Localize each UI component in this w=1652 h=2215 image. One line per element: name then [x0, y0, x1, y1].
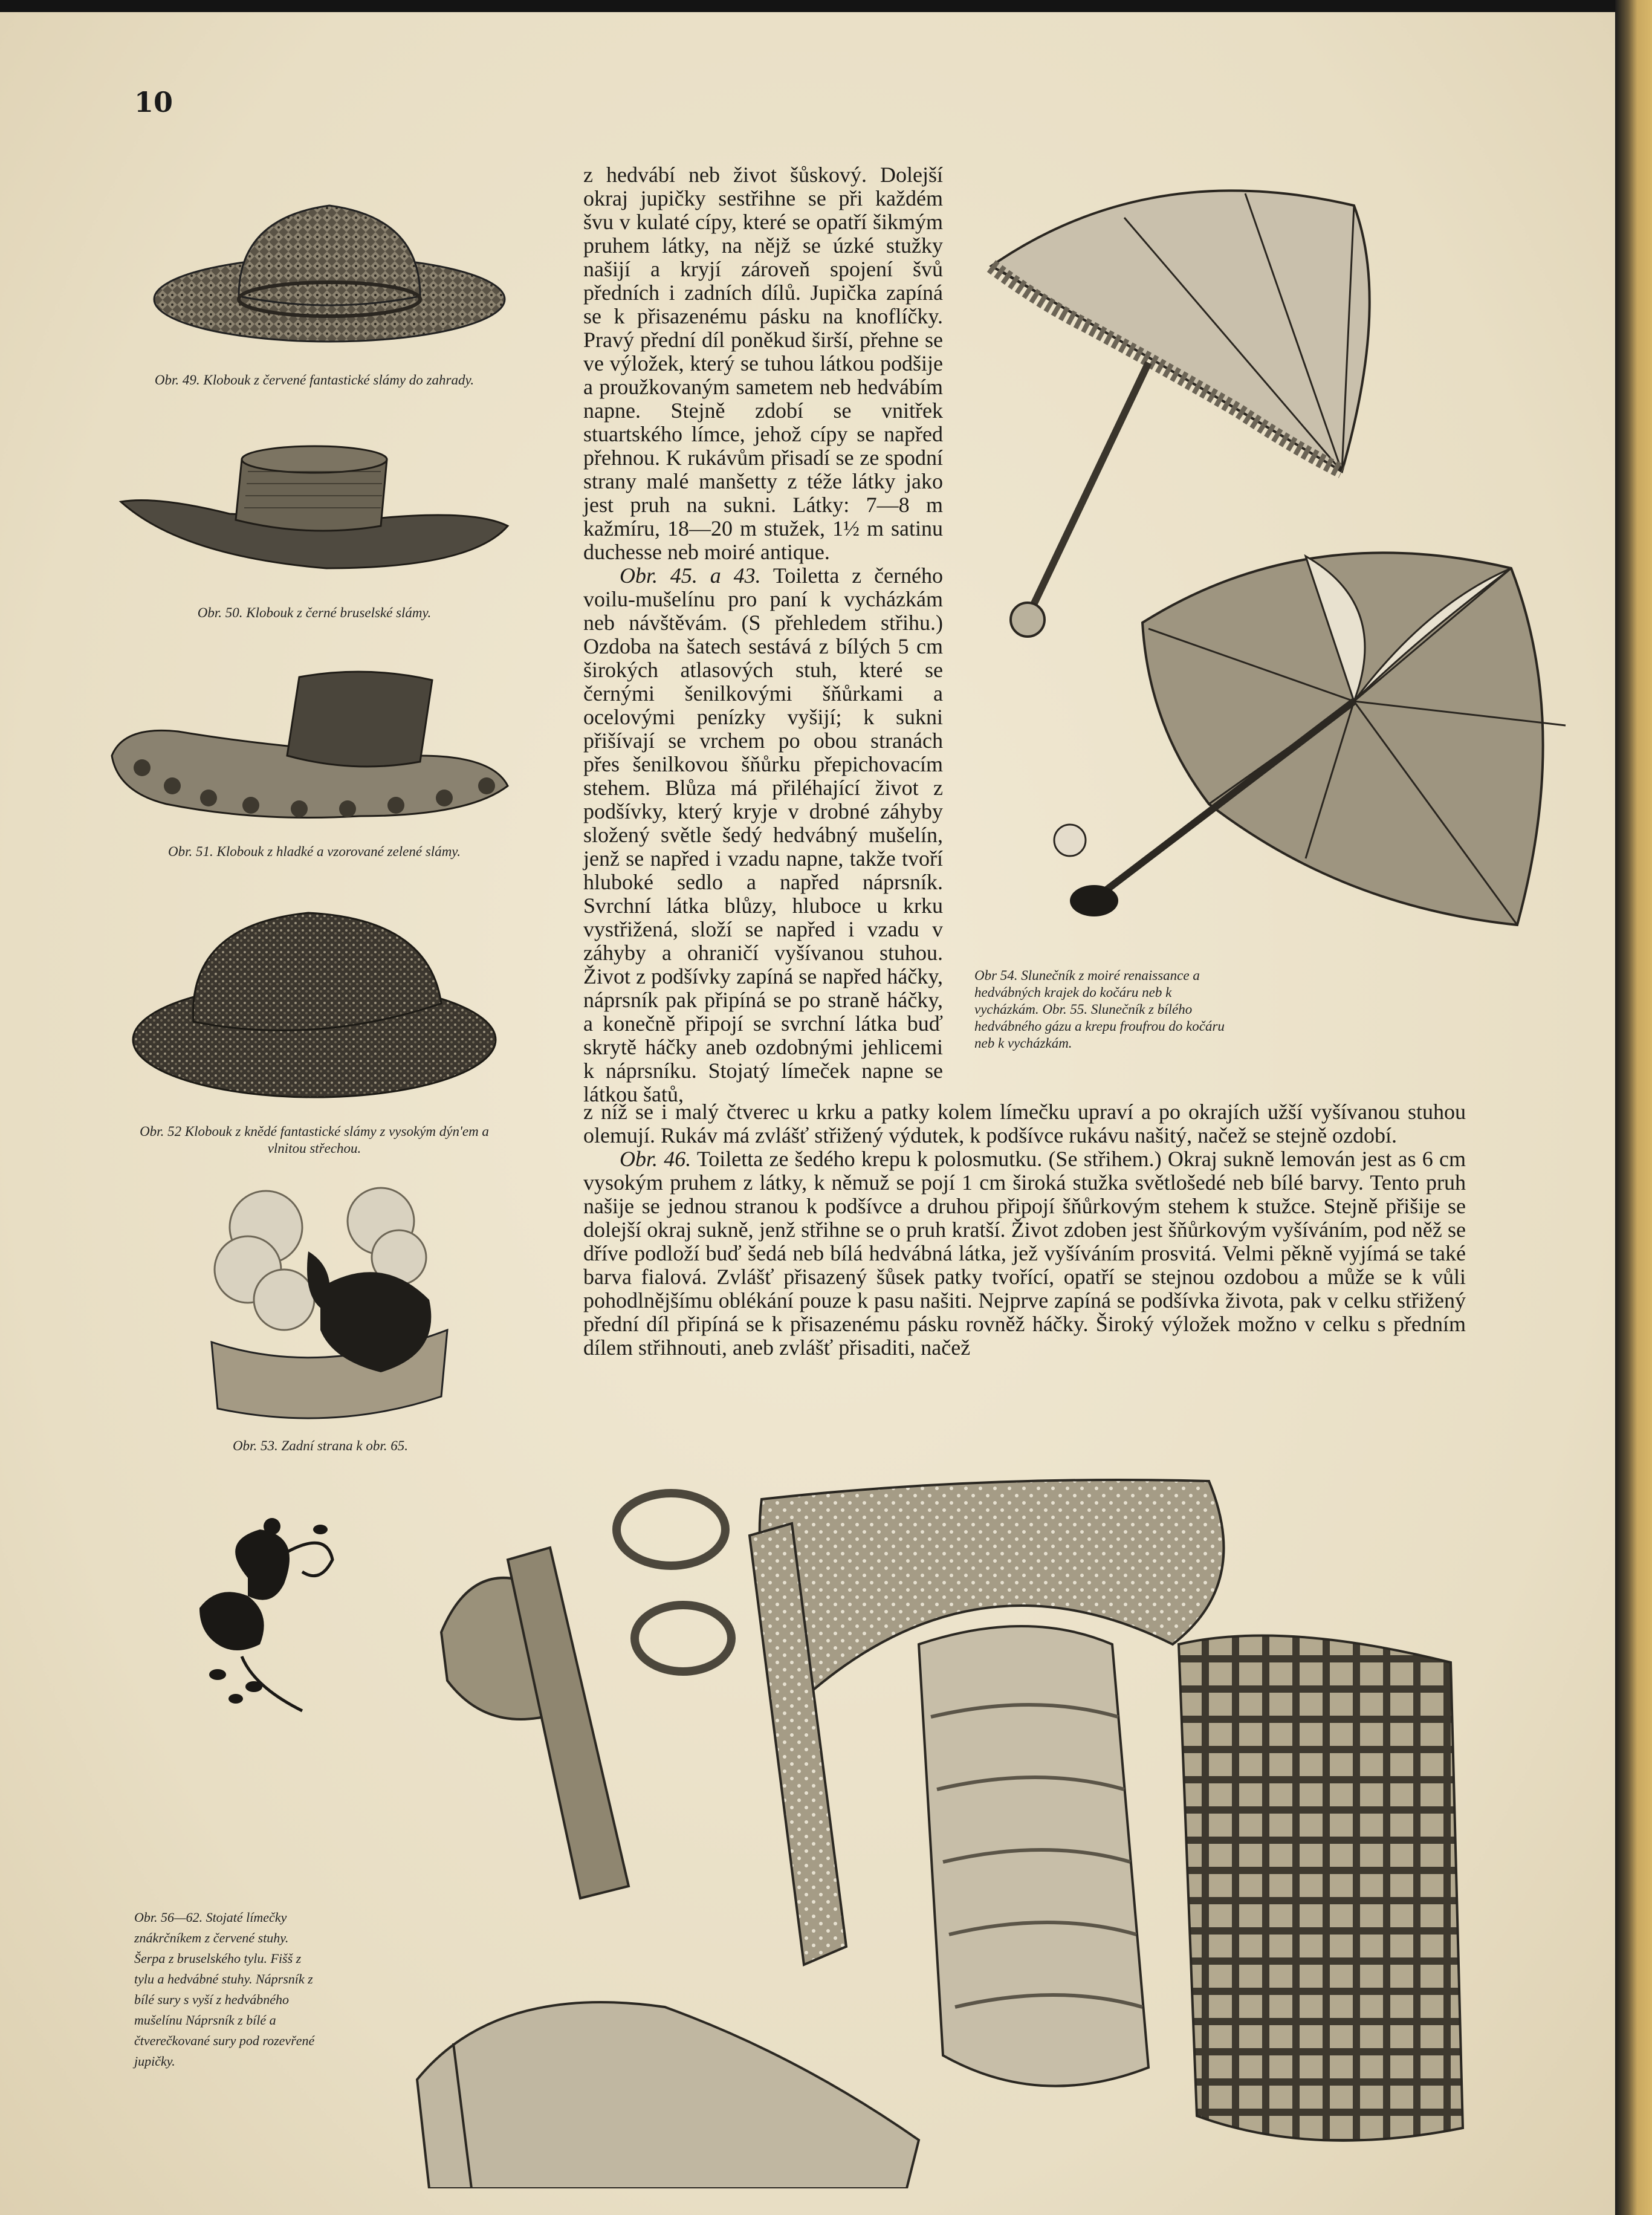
figure-reference: Obr. 45. a 43. — [620, 563, 761, 588]
caption-fig-54-55: Obr 54. Slunečník z moiré renaissance a hedvábných krajek do kočáru neb k vycházkám. Obr. 55. Slunečník z bílého hedvábného gázu a krepu froufrou do kočáru neb k vycházkám. — [974, 968, 1225, 1051]
figure-hat-49 — [148, 193, 511, 351]
article-paragraph-2 — [583, 564, 943, 1106]
ornament-squirrel — [181, 1505, 351, 1723]
figure-hat-53 — [199, 1179, 459, 1433]
article-column-narrow — [583, 163, 943, 1106]
page-edge-binding — [1615, 0, 1652, 2215]
caption-fig-52: Obr. 52 Klobouk z knědé fantastické slámy z vysokým dýn'em a vlnitou střechou. — [140, 1124, 489, 1156]
article-column-wide — [583, 1100, 1466, 1360]
figure-reference: Obr. 46. — [620, 1147, 692, 1171]
magazine-page — [0, 12, 1615, 2215]
caption-fig-50: Obr. 50. Klobouk z černé bruselské slámy. — [197, 605, 432, 620]
figure-parasols-54-55 — [967, 181, 1590, 967]
article-paragraph-2-text: Toiletta z černého voilu-mušelínu pro paní k vycházkám neb návštěvám. (S přehledem střihu.) Ozdoba na šatech sestává z bílých 5 cm širokých atlasových stuh, které se černými šenilkovými šňůrkami a ocelovými penízky vyšijí; k sukni přišívají se vrchem po obou stranách přes šenilkovou šňůrku přepichovacím stehem. Blůza má přiléhající život z podšívky, který kryje v drobné záhyby složený světle šedý hedvábný mušelín, jenž se napřed i vzadu napne, takže tvoří hluboké sedlo a napřed náprsník. Svrchní látka blůzy, hluboce u krku vystřižená, složí se napřed i vzadu v záhyby a ohraničí vyšívanou stuhou. Život z podšívky zapíná se napřed háčky, náprsník pak připíná se po straně háčky, a konečně připojí se svrchní látka buď skrytě háčky aneb ozdobnými jehlicemi k náprsníku. Stojatý límeček napne se látkou šatů, — [583, 563, 943, 1106]
caption-fig-53: Obr. 53. Zadní strana k obr. 65. — [232, 1438, 409, 1453]
page-number: 10 — [134, 86, 173, 118]
article-paragraph-3-text: Toiletta ze šedého krepu k polosmutku. (Se střihem.) Okraj sukně lemován jest as 6 cm vysokým pruhem z látky, k němuž se pojí 1 cm široká stužka světlošedé neb bílé barvy. Tento pruh našije se jednou stranou k podšívce a druhou připojí šňůrkovým stehem k stužce. Stejně přišije se dolejší okraj sukně, jenž střihne se o pruh kratší. Život zdoben jest šňůrkovým vyšíváním, pod něž se dříve podloží buď šedá neb bílá hedvábná látka, jež vyšíváním prosvitá. Velmi pěkně vyjímá se také barva fialová. Zvlášť přisazený šůsek patky tvořící, opatří se stejnou ozdobou a může se k vůli pohodlnějšímu oblékání pouze k pasu našiti. Nejprve zapíná se podšívka života, pak v celku střižený přední díl připíná se k přisazenému pásku rovněž háčky. Široký výložek možno v celku s předním dílem střihnouti, aneb zvlášť přisaditi, načež — [583, 1147, 1466, 1360]
article-paragraph-1: z hedvábí neb život šůskový. Dolejší okraj jupičky sestřihne se při každém švu v kulaté cípy, které se opatří šikmým pruhem látky, na nějž se úzké stužky našijí a kryjí zároveň spojení švů předních i zadních dílů. Jupička zapíná se k přisazenému pásku na knoflíčky. Pravý přední díl poněkud širší, přehne se ve výložek, který se tuhou látkou podšije a proužkovaným sametem neb hedvábím napne. Stejně zdobí se vnitřek stuartského límce, jehož cípy se napřed přehnou. K rukávům přisadí se ze spodní strany malé manšetty z téže látky jako jest pruh na sukni. Látky: 7—8 m kažmíru, 18—20 m stužek, 1½ m satinu duchesse neb moiré antique. — [583, 163, 943, 564]
article-paragraph-2-continued: z níž se i malý čtverec u krku a patky kolem límečku upraví a po okrajích užší vyšívanou stuhou olemují. Rukáv má zvlášť střižený výdutek, k podšívce rukávu našitý, načež se stejně ozdobí. — [583, 1100, 1466, 1147]
figure-accessories-56-62 — [375, 1463, 1505, 2188]
figure-hat-52 — [127, 907, 502, 1106]
caption-fig-51: Obr. 51. Klobouk z hladké a vzorované zelené slámy. — [168, 844, 461, 859]
caption-fig-49: Obr. 49. Klobouk z červené fantastické slámy do zahrady. — [154, 372, 475, 388]
figure-hat-50 — [109, 435, 520, 580]
figure-hat-51 — [106, 665, 517, 834]
article-paragraph-3 — [583, 1147, 1466, 1360]
caption-fig-56-62: Obr. 56—62. Stojaté límečky znákrčníkem z červené stuhy. Šerpa z bruselského tylu. Fišš z tylu a hedvábné stuhy. Náprsník z bílé sury s vyší z hedvábného mušelínu Náprsník z bílé a čtverečkované sury pod rozevřené jupičky. — [134, 1910, 315, 2069]
